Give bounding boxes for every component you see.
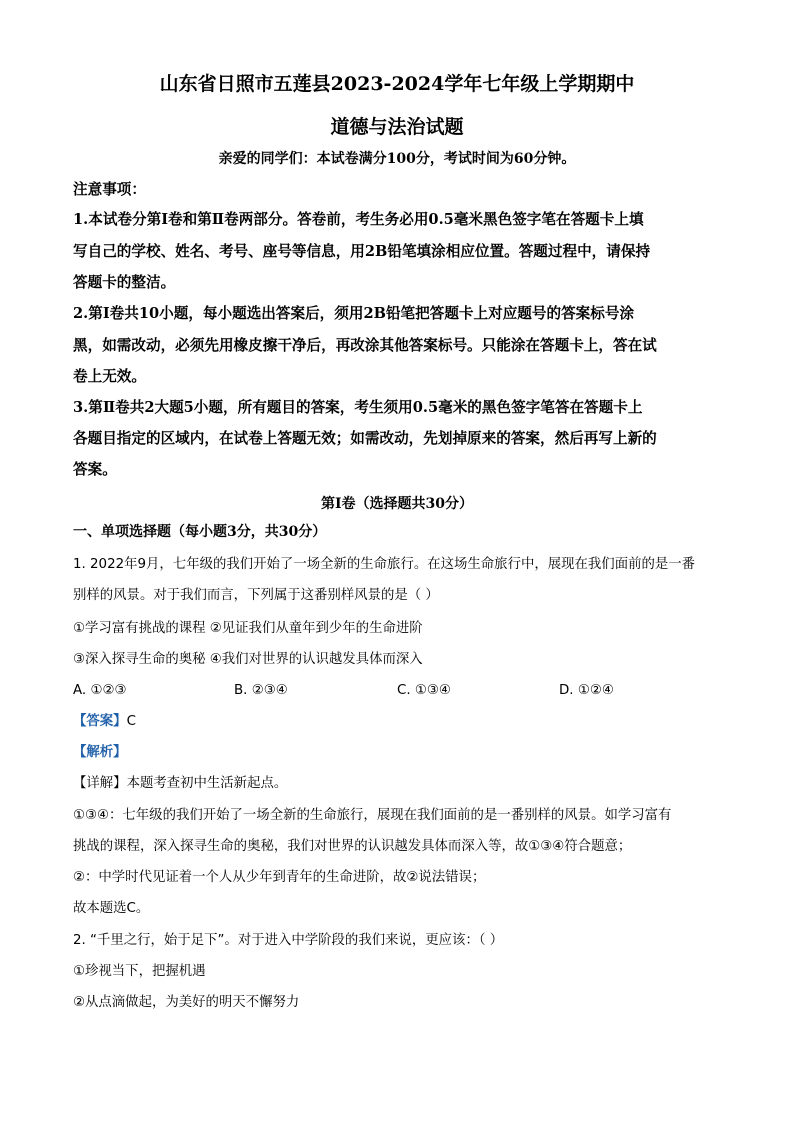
option-c: C. ①③④ bbox=[397, 683, 451, 698]
notice-heading: 注意事项： bbox=[73, 181, 146, 198]
answer-value: C bbox=[126, 714, 136, 729]
question-1-stem: 1. 2022年9月，七年级的我们开始了一场全新的生命旅行。在这场生命旅行中，展现在我们面前的是一番 bbox=[73, 557, 696, 572]
notice-line: 1.本试卷分第Ⅰ卷和第Ⅱ卷两部分。答卷前，考生务必用0.5毫米黑色签字笔在答题卡上填 bbox=[73, 211, 644, 228]
notice-line: 答案。 bbox=[73, 461, 117, 478]
notice-line: 各题目指定的区域内，在试卷上答题无效；如需改动，先划掉原来的答案，然后再写上新的 bbox=[73, 430, 657, 447]
exam-subject-title: 道德与法治试题 bbox=[330, 116, 464, 138]
notice-line: 3.第Ⅱ卷共2大题5小题，所有题目的答案，考生须用0.5毫米的黑色签字笔答在答题卡上 bbox=[73, 399, 643, 416]
notice-line: 黑，如需改动，必须先用橡皮擦干净后，再改涂其他答案标号。只能涂在答题卡上，答在试 bbox=[73, 337, 657, 354]
notice-line: 2.第Ⅰ卷共10小题，每小题选出答案后，须用2B铅笔把答题卡上对应题号的答案标号涂 bbox=[73, 305, 635, 322]
notice-line: 写自己的学校、姓名、考号、座号等信息，用2B铅笔填涂相应位置。答题过程中，请保持 bbox=[73, 243, 651, 260]
question-2-item: ②从点滴做起，为美好的明天不懈努力 bbox=[73, 995, 300, 1010]
option-a: A. ①②③ bbox=[73, 683, 127, 698]
question-1-items: ①学习富有挑战的课程 ②见证我们从童年到少年的生命进阶 bbox=[73, 621, 423, 636]
question-2-item: ①珍视当下，把握机遇 bbox=[73, 964, 206, 979]
answer-tag: 【答案】 bbox=[73, 714, 127, 729]
question-2-stem: 2. “千里之行，始于足下”。对于进入中学阶段的我们来说，更应该：（ ） bbox=[73, 933, 504, 948]
detail-tag: 【详解】 bbox=[73, 776, 127, 791]
section-title: 第Ⅰ卷（选择题共30分） bbox=[320, 496, 474, 512]
analysis-line bbox=[73, 743, 127, 763]
answer-line bbox=[73, 712, 136, 732]
detail-line bbox=[73, 774, 287, 794]
explanation-line: ②：中学时代见证着一个人从少年到青年的生命进阶，故②说法错误； bbox=[73, 870, 486, 885]
question-1-items: ③深入探寻生命的奥秘 ④我们对世界的认识越发具体而深入 bbox=[73, 652, 423, 667]
explanation-line: ①③④：七年级的我们开始了一场全新的生命旅行，展现在我们面前的是一番别样的风景。如学习富有 bbox=[73, 808, 672, 823]
exam-intro: 亲爱的同学们：本试卷满分100分，考试时间为60分钟。 bbox=[218, 151, 576, 167]
detail-text: 本题考查初中生活新起点。 bbox=[126, 776, 288, 791]
option-b: B. ②③④ bbox=[234, 683, 288, 698]
explanation-line: 故本题选C。 bbox=[73, 901, 150, 916]
exam-title: 山东省日照市五莲县2023-2024学年七年级上学期期中 bbox=[159, 73, 635, 95]
analysis-tag: 【解析】 bbox=[73, 745, 127, 760]
explanation-line: 挑战的课程，深入探寻生命的奥秘，我们对世界的认识越发具体而深入等，故①③④符合题意； bbox=[73, 839, 632, 854]
option-d: D. ①②④ bbox=[559, 683, 614, 698]
section-subtitle: 一、单项选择题（每小题3分，共30分） bbox=[73, 524, 327, 540]
notice-line: 答题卡的整洁。 bbox=[73, 274, 176, 291]
notice-line: 卷上无效。 bbox=[73, 368, 146, 385]
question-1-stem-cont: 别样的风景。对于我们而言，下列属于这番别样风景的是（ ） bbox=[73, 588, 439, 603]
